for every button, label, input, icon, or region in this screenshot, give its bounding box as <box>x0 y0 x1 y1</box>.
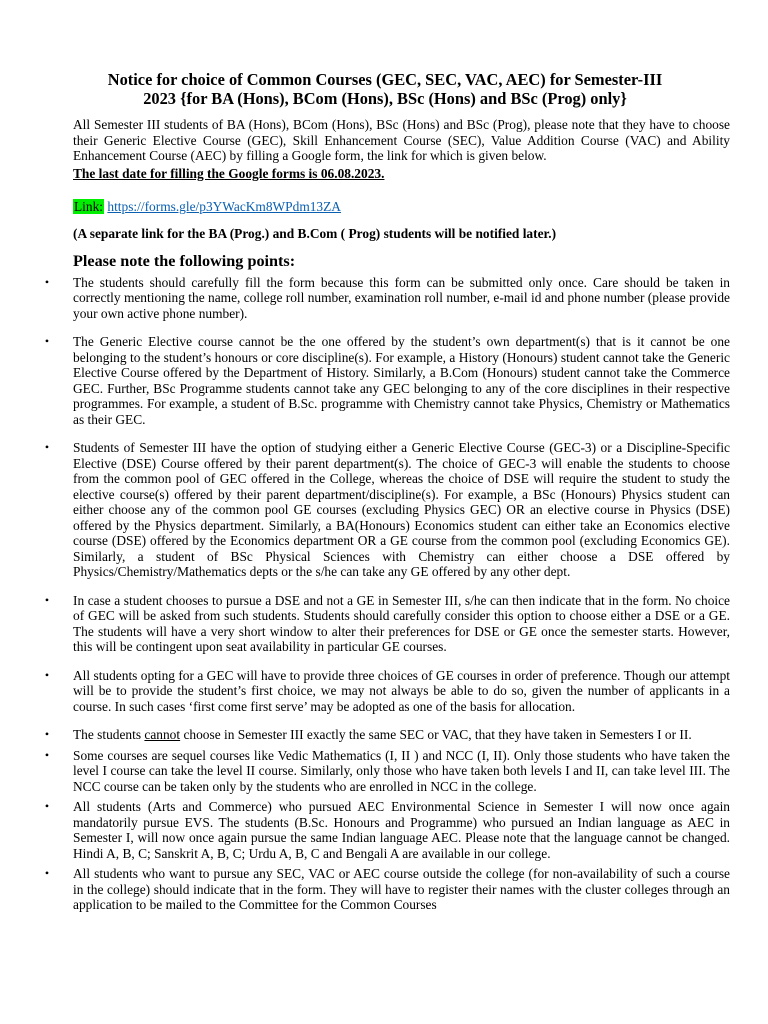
bullet-icon: • <box>44 799 50 814</box>
intro-paragraph: All Semester III students of BA (Hons), BCom (Hons), BSc (Hons) and BSc (Prog), please note that they have to choose their Generic Elective Course (GEC), Skill Enhancement Course (SEC), Value Addition Course (VAC) and Ability Enhancement Course (AEC) by filling a Google form, the link for which is given below. <box>73 117 730 164</box>
list-item <box>40 334 730 427</box>
notice-title <box>40 70 730 108</box>
bullet-icon: • <box>44 334 50 349</box>
bullet-icon: • <box>44 440 50 455</box>
bullet-icon: • <box>44 747 50 762</box>
point-text: The students should carefully fill the form because this form can be submitted only once. Care should be taken in correctly mentioning the name, college roll number, examination roll number, e-mail id and phone number (please provide your own active phone number). <box>73 274 730 321</box>
point-text: All students opting for a GEC will have to provide three choices of GE courses in order of preference. Though our attempt will be to provide the student’s first choice, we may not always be able to do so, given the number of applicants in a course. In such cases ‘first come first serve’ may be adopted as one of the basis for allocation. <box>73 667 730 714</box>
point-text: In case a student chooses to pursue a DSE and not a GE in Semester III, s/he can then indicate that in the form. No choice of GEC will be asked from such students. Students should carefully consider this option to choose either a DSE or a GE. The students will have a very short window to alter their preferences for DSE or GE once the semester starts. However, this will be contingent upon seat availability in particular GE courses. <box>73 592 730 655</box>
point-6-end: choose in Semester III exactly the same SEC or VAC, that they have taken in Semesters I or II. <box>180 727 692 743</box>
google-form-link[interactable]: https://forms.gle/p3YWacKm8WPdm13ZA <box>107 199 341 215</box>
bullet-icon: • <box>44 592 50 607</box>
list-item <box>40 748 730 795</box>
separate-link-note: (A separate link for the BA (Prog.) and B.Com ( Prog) students will be notified later.) <box>73 225 557 241</box>
point-text <box>73 727 692 742</box>
point-6-cannot: cannot <box>144 727 181 743</box>
bullet-icon: • <box>44 866 50 881</box>
point-text: Some courses are sequel courses like Vedic Mathematics (I, II ) and NCC (I, II). Only those students who have taken the level I course can take the level II course. Similarly, only those who have taken both levels I and II, can take level III. The NCC course can be taken only by the students who are enrolled in NCC in the college. <box>73 747 730 794</box>
list-item <box>40 275 730 322</box>
point-text: Students of Semester III have the option of studying either a Generic Elective Course (GEC-3) or a Discipline-Specific Elective (DSE) Course offered by their parent department(s). The choice of GEC-3 will enable the students to choose from the common pool of GEC offered in the College, whereas the choice of DSE will require the student to study the elective course(s) offered by their parent department/discipline(s). For example, a BSc (Honours) Physics student can either choose any of the common pool GE courses (excluding Physics GEC) OR an elective course in Physics (DSE) offered by the Physics department. Similarly, a BA(Honours) Economics student can either take an Economics elective course (DSE) offered by the Economics department OR a GE course from the common pool (excluding Economics GE). Similarly, a student of BSc Physical Sciences with Chemistry can either choose a DSE offered by Physics/Chemistry/Mathematics depts or the s/he can take any GE offered by any other dept. <box>73 440 730 580</box>
point-6-start: The students <box>73 727 145 743</box>
bullet-icon: • <box>44 727 50 742</box>
bullet-icon: • <box>44 667 50 682</box>
list-item <box>40 593 730 655</box>
link-label: Link: <box>74 199 104 215</box>
title-line-1: Notice for choice of Common Courses (GEC, SEC, VAC, AEC) for Semester-III <box>107 70 663 89</box>
list-item <box>40 440 730 580</box>
form-link-line <box>73 199 730 215</box>
list-item <box>40 668 730 715</box>
title-line-2: 2023 {for BA (Hons), BCom (Hons), BSc (Hons) and BSc (Prog) only} <box>143 89 627 108</box>
bullet-icon: • <box>44 274 50 289</box>
list-item <box>40 799 730 861</box>
point-text: All students who want to pursue any SEC, VAC or AEC course outside the college (for non-availability of such a course in the college) should indicate that in the form. They will have to register their names with the cluster colleges through an application to be mailed to the Committee for the Common Courses <box>73 866 730 913</box>
list-item <box>40 866 730 913</box>
points-list <box>40 275 730 913</box>
point-text: All students (Arts and Commerce) who pursued AEC Environmental Science in Semester I will now once again mandatorily pursue EVS. The students (B.Sc. Honours and Programme) who pursued an Indian language as AEC in Semester I, will now once again pursue the same Indian language AEC. Please note that the language cannot be changed. Hindi A, B, C; Sanskrit A, B, C; Urdu A, B, C and Bengali A are available in our college. <box>73 799 730 861</box>
list-item <box>40 727 730 743</box>
last-date-notice: The last date for filling the Google forms is 06.08.2023. <box>73 165 385 181</box>
points-heading: Please note the following points: <box>73 251 296 270</box>
point-text: The Generic Elective course cannot be the one offered by the student’s own department(s) that is it cannot be one belonging to the student’s honours or core discipline(s). For example, a History (Honours) student cannot take the Generic Elective Course offered by the Department of History. Similarly, a B.Com (Honours) student cannot take the Commerce GEC. Further, BSc Programme students cannot take any GEC belonging to any of the core disciplines in their respective programmes. For example, a student of B.Sc. programme with Chemistry cannot take Physics, Chemistry or Mathematics as their GEC. <box>73 334 730 427</box>
